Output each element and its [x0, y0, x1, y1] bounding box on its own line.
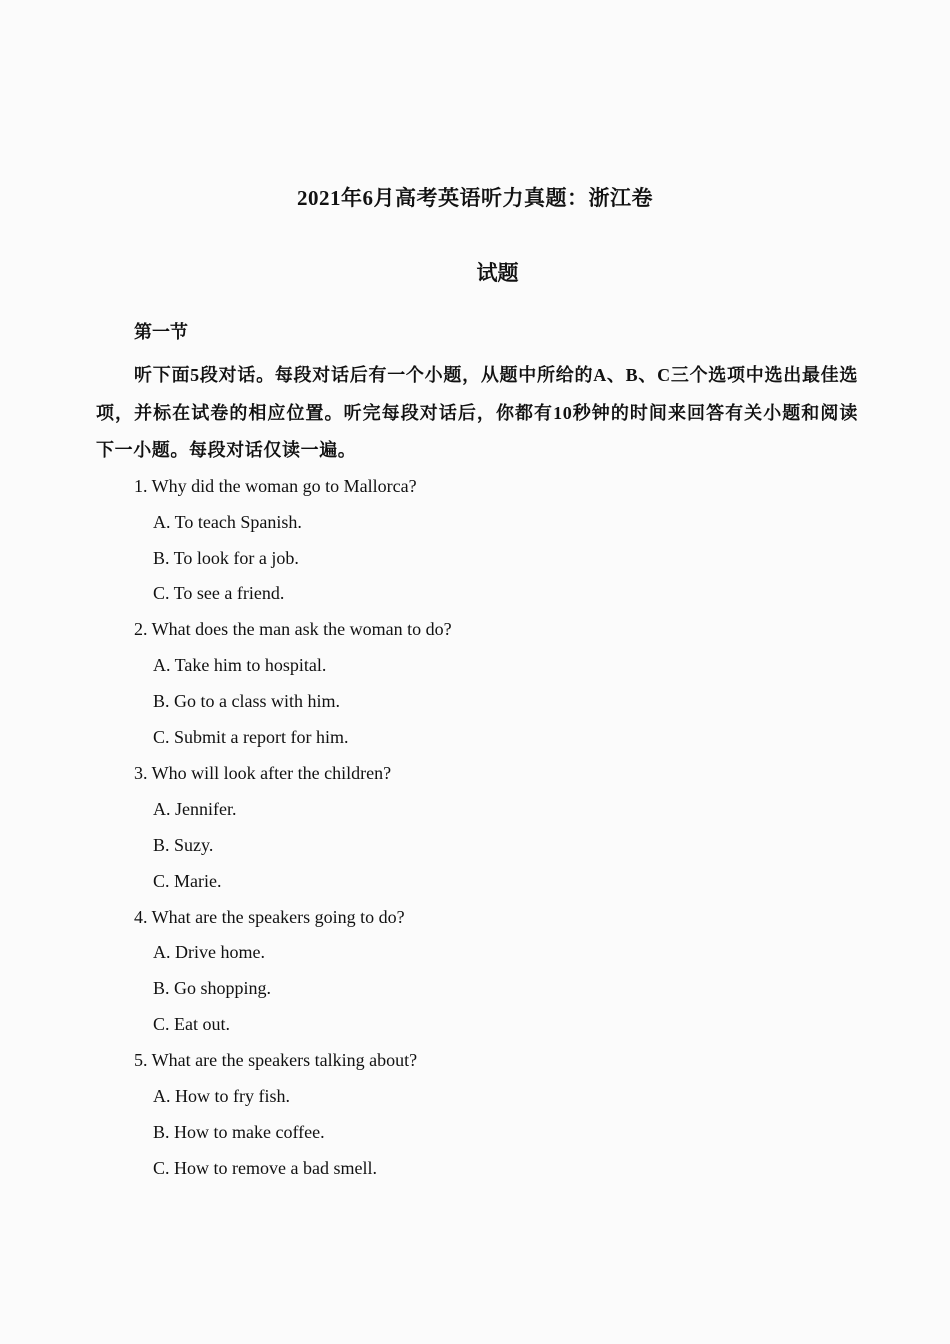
- answer-option: B. To look for a job.: [153, 548, 299, 568]
- question-stem: 1. Why did the woman go to Mallorca?: [134, 476, 417, 496]
- answer-option: B. Go to a class with him.: [153, 691, 340, 711]
- answer-option: A. Jennifer.: [153, 799, 237, 819]
- answer-option: B. How to make coffee.: [153, 1122, 325, 1142]
- question-stem: 4. What are the speakers going to do?: [134, 907, 405, 927]
- answer-option: B. Suzy.: [153, 835, 214, 855]
- answer-option: A. Drive home.: [153, 942, 265, 962]
- answer-option: A. To teach Spanish.: [153, 512, 302, 532]
- document-title: 2021年6月高考英语听力真题：浙江卷: [297, 186, 653, 210]
- question-stem: 5. What are the speakers talking about?: [134, 1050, 418, 1070]
- document-subtitle: 试题: [476, 261, 519, 285]
- answer-option: C. How to remove a bad smell.: [153, 1158, 377, 1178]
- answer-option: C. To see a friend.: [153, 583, 285, 603]
- section-heading: 第一节: [134, 322, 188, 342]
- answer-option: C. Marie.: [153, 871, 222, 891]
- answer-option: C. Eat out.: [153, 1014, 230, 1034]
- answer-option: A. Take him to hospital.: [153, 655, 327, 675]
- answer-option: B. Go shopping.: [153, 978, 272, 998]
- instructions-paragraph: 听下面5段对话。每段对话后有一个小题，从题中所给的A、B、C三个选项中选出最佳选项，并标在试卷的相应位置。听完每段对话后，你都有10秒钟的时间来回答有关小题和阅读下一小题。每段对话仅读一遍。: [96, 365, 858, 460]
- question-stem: 3. Who will look after the children?: [134, 763, 392, 783]
- answer-option: A. How to fry fish.: [153, 1086, 290, 1106]
- question-stem: 2. What does the man ask the woman to do?: [134, 619, 452, 639]
- answer-option: C. Submit a report for him.: [153, 727, 349, 747]
